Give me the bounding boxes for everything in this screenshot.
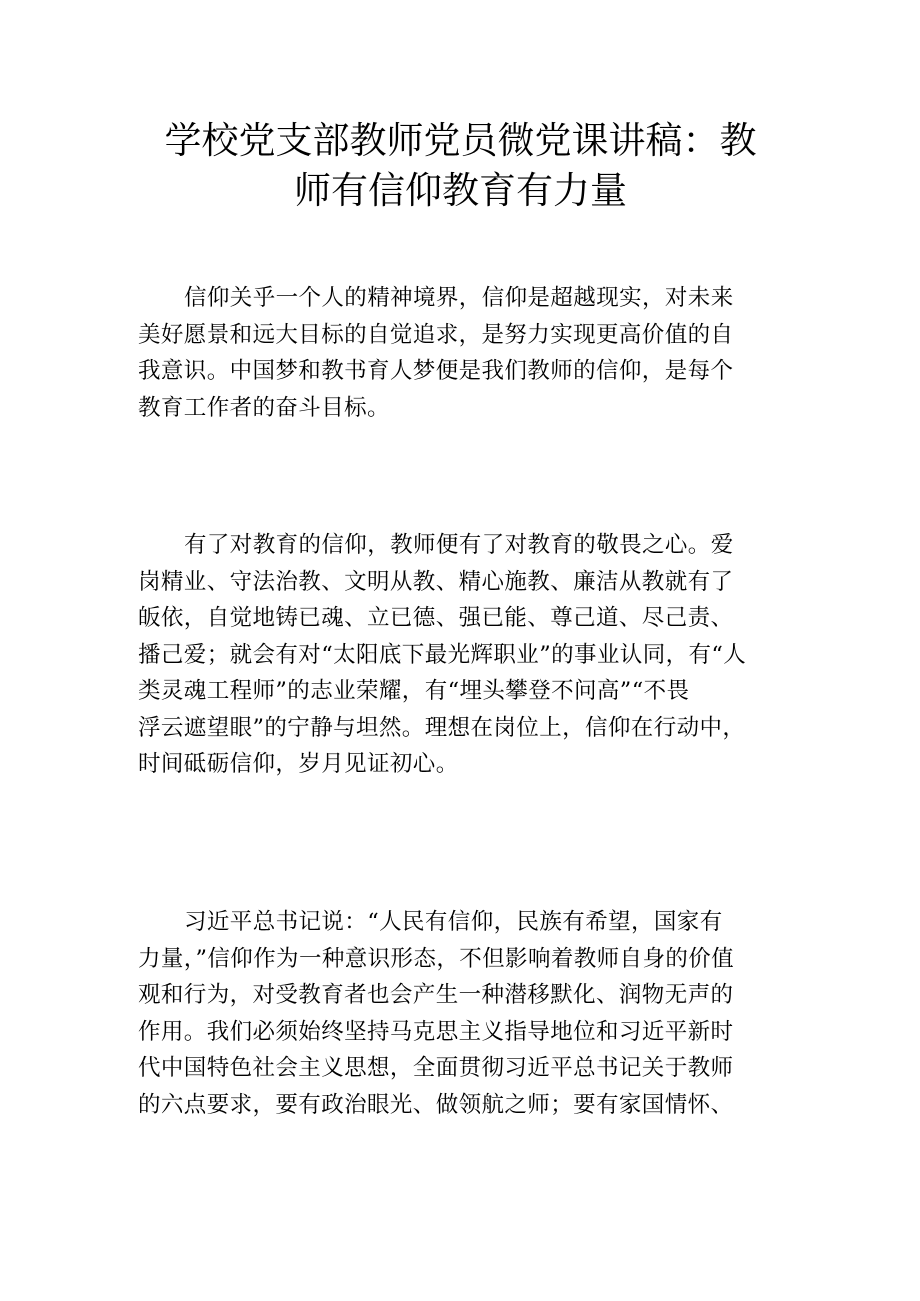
paragraph-line: 浮云遮望眼”的宁静与坦然。理想在岗位上，信仰在行动中，: [138, 714, 746, 741]
paragraph-line: 力量，”信仰作为一种意识形态，不但影响着教师自身的价值: [138, 945, 735, 972]
paragraph-line: 岗精业、守法治教、文明从教、精心施教、廉洁从教就有了: [138, 568, 734, 595]
paragraph-line: 信仰关乎一个人的精神境界，信仰是超越现实，对未来: [184, 285, 734, 311]
paragraph-line: 习近平总书记说：“人民有信仰，民族有希望，国家有: [184, 909, 723, 935]
paragraph-line: 教育工作者的奋斗目标。: [138, 394, 390, 421]
paragraph-line: 我意识。中国梦和教书育人梦便是我们教师的信仰，是每个: [138, 358, 734, 384]
paragraph-line: 代中国特色社会主义思想，全面贯彻习近平总书记关于教师: [138, 1055, 734, 1081]
paragraph-line: 播己爱；就会有对“太阳底下最光辉职业”的事业认同，有“人: [138, 641, 747, 668]
paragraph-line: 皈依，自觉地铸已魂、立已德、强已能、尊己道、尽己责、: [138, 605, 734, 631]
paragraph-line: 时间砥砺信仰，岁月见证初心。: [138, 751, 459, 777]
paragraph-line: 作用。我们必须始终坚持马克思主义指导地位和习近平新时: [138, 1018, 734, 1045]
document-title: [138, 116, 783, 216]
paragraph-line: 有了对教育的信仰，教师便有了对教育的敬畏之心。爱: [184, 532, 734, 558]
paragraph-line: 类灵魂工程师”的志业荣耀，有“埋头攀登不问高”“不畏: [138, 678, 690, 704]
paragraph-belief-definition: [138, 280, 783, 426]
title-line: 学校党支部教师党员微党课讲稿：教: [164, 119, 757, 162]
paragraph-line: 的六点要求，要有政治眼光、做领航之师；要有家国情怀、: [138, 1091, 734, 1118]
paragraph-line: 美好愿景和远大目标的自觉追求，是努力实现更高价值的自: [138, 321, 734, 348]
title-line: 师有信仰教育有力量: [294, 169, 627, 212]
paragraph-xi-quote: [138, 904, 783, 1123]
paragraph-belief-reverence: [138, 527, 783, 783]
paragraph-line: 观和行为，对受教育者也会产生一种潜移默化、润物无声的: [138, 982, 734, 1008]
